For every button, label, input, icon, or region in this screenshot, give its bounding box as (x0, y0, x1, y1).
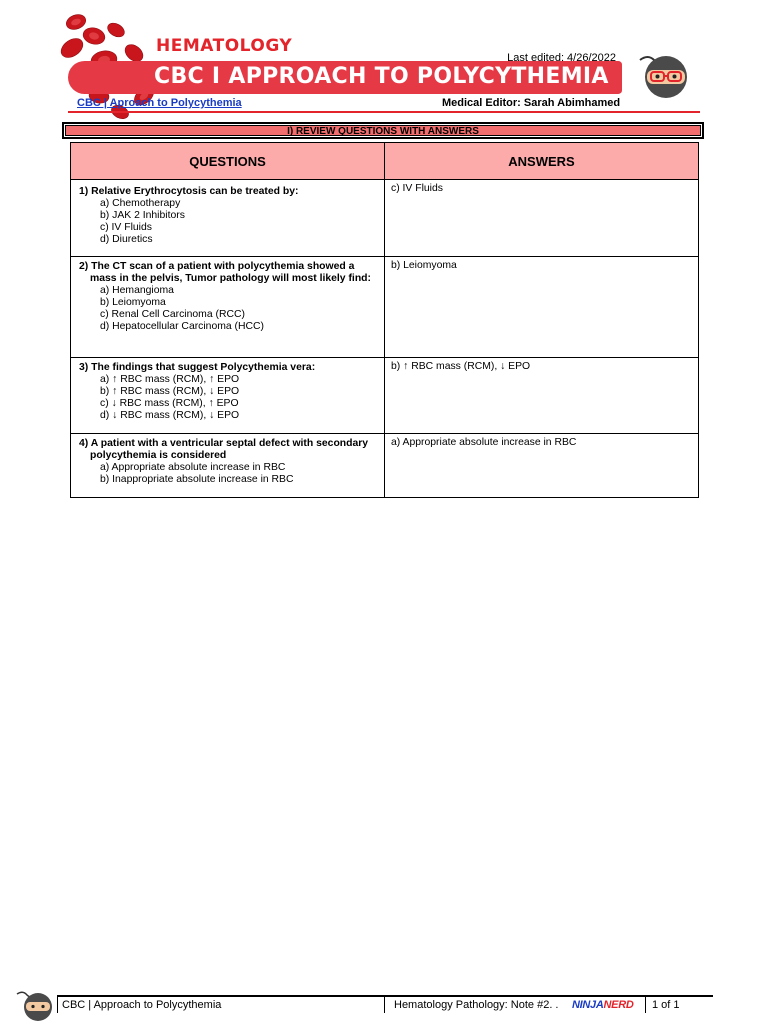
footer-note-label: Hematology Pathology: Note #2. . (394, 999, 559, 1011)
table-row (71, 180, 699, 257)
question-cell (71, 180, 385, 257)
answer-text: b) Leiomyoma (391, 260, 457, 271)
logo-text-nerd: NERD (603, 999, 634, 1011)
question-cell (71, 257, 385, 358)
medical-editor: Medical Editor: Sarah Abimhamed (442, 97, 621, 109)
answer-cell (385, 180, 699, 257)
question-stem: 2) The CT scan of a patient with polycythemia showed a mass in the pelvis, Tumor pathology will most likely find: (79, 261, 371, 284)
ninja-mascot-icon (638, 50, 692, 100)
questions-column-header: QUESTIONS (71, 143, 385, 180)
footer-separator (645, 997, 646, 1013)
footer-document-title: CBC | Approach to Polycythemia (62, 999, 222, 1011)
question-option: b) Inappropriate absolute increase in RBC (100, 474, 294, 485)
question-option: c) Renal Cell Carcinoma (RCC) (100, 309, 245, 320)
question-cell (71, 358, 385, 434)
table-header-row (71, 143, 699, 180)
question-option: c) ↓ RBC mass (RCM), ↑ EPO (100, 398, 239, 409)
table-row (71, 434, 699, 498)
answer-text: b) ↑ RBC mass (RCM), ↓ EPO (391, 361, 531, 372)
header-divider (68, 111, 700, 113)
question-stem: 1) Relative Erythrocytosis can be treated by: (79, 186, 299, 197)
question-option: a) Appropriate absolute increase in RBC (100, 462, 286, 473)
answers-column-header: ANSWERS (385, 143, 699, 180)
logo-text-ninja: NINJA (572, 999, 604, 1011)
answer-cell (385, 434, 699, 498)
question-stem: 3) The findings that suggest Polycythemia vera: (79, 362, 316, 373)
question-option: a) ↑ RBC mass (RCM), ↑ EPO (100, 374, 240, 385)
ninja-mascot-icon (16, 988, 54, 1022)
question-option: d) Diuretics (100, 234, 153, 245)
document-link[interactable]: CBC | Aproach to Polycythemia (77, 97, 242, 109)
answer-cell (385, 257, 699, 358)
answer-cell (385, 358, 699, 434)
page-title: CBC I APPROACH TO POLYCYTHEMIA (154, 64, 609, 89)
question-option: a) Chemotherapy (100, 198, 181, 209)
table-row (71, 257, 699, 358)
review-questions-table (70, 142, 699, 498)
question-option: a) Hemangioma (100, 285, 174, 296)
section-heading-box (62, 122, 704, 139)
footer-separator (57, 997, 58, 1013)
footer-divider (57, 995, 713, 997)
last-edited-date: Last edited: 4/26/2022 (507, 52, 616, 64)
footer-separator (384, 997, 385, 1013)
subject-heading: HEMATOLOGY (156, 36, 293, 56)
question-stem: 4) A patient with a ventricular septal defect with secondary polycythemia is considered (79, 438, 369, 461)
question-option: b) JAK 2 Inhibitors (100, 210, 185, 221)
answer-text: a) Appropriate absolute increase in RBC (391, 437, 577, 448)
ninja-nerd-logo (572, 999, 633, 1011)
question-option: b) Leiomyoma (100, 297, 166, 308)
question-option: d) ↓ RBC mass (RCM), ↓ EPO (100, 410, 240, 421)
question-option: c) IV Fluids (100, 222, 152, 233)
question-option: d) Hepatocellular Carcinoma (HCC) (100, 321, 264, 332)
question-cell (71, 434, 385, 498)
question-option: b) ↑ RBC mass (RCM), ↓ EPO (100, 386, 240, 397)
page-number: 1 of 1 (652, 999, 680, 1011)
table-row (71, 358, 699, 434)
section-heading: I) REVIEW QUESTIONS WITH ANSWERS (65, 125, 701, 136)
answer-text: c) IV Fluids (391, 183, 443, 194)
